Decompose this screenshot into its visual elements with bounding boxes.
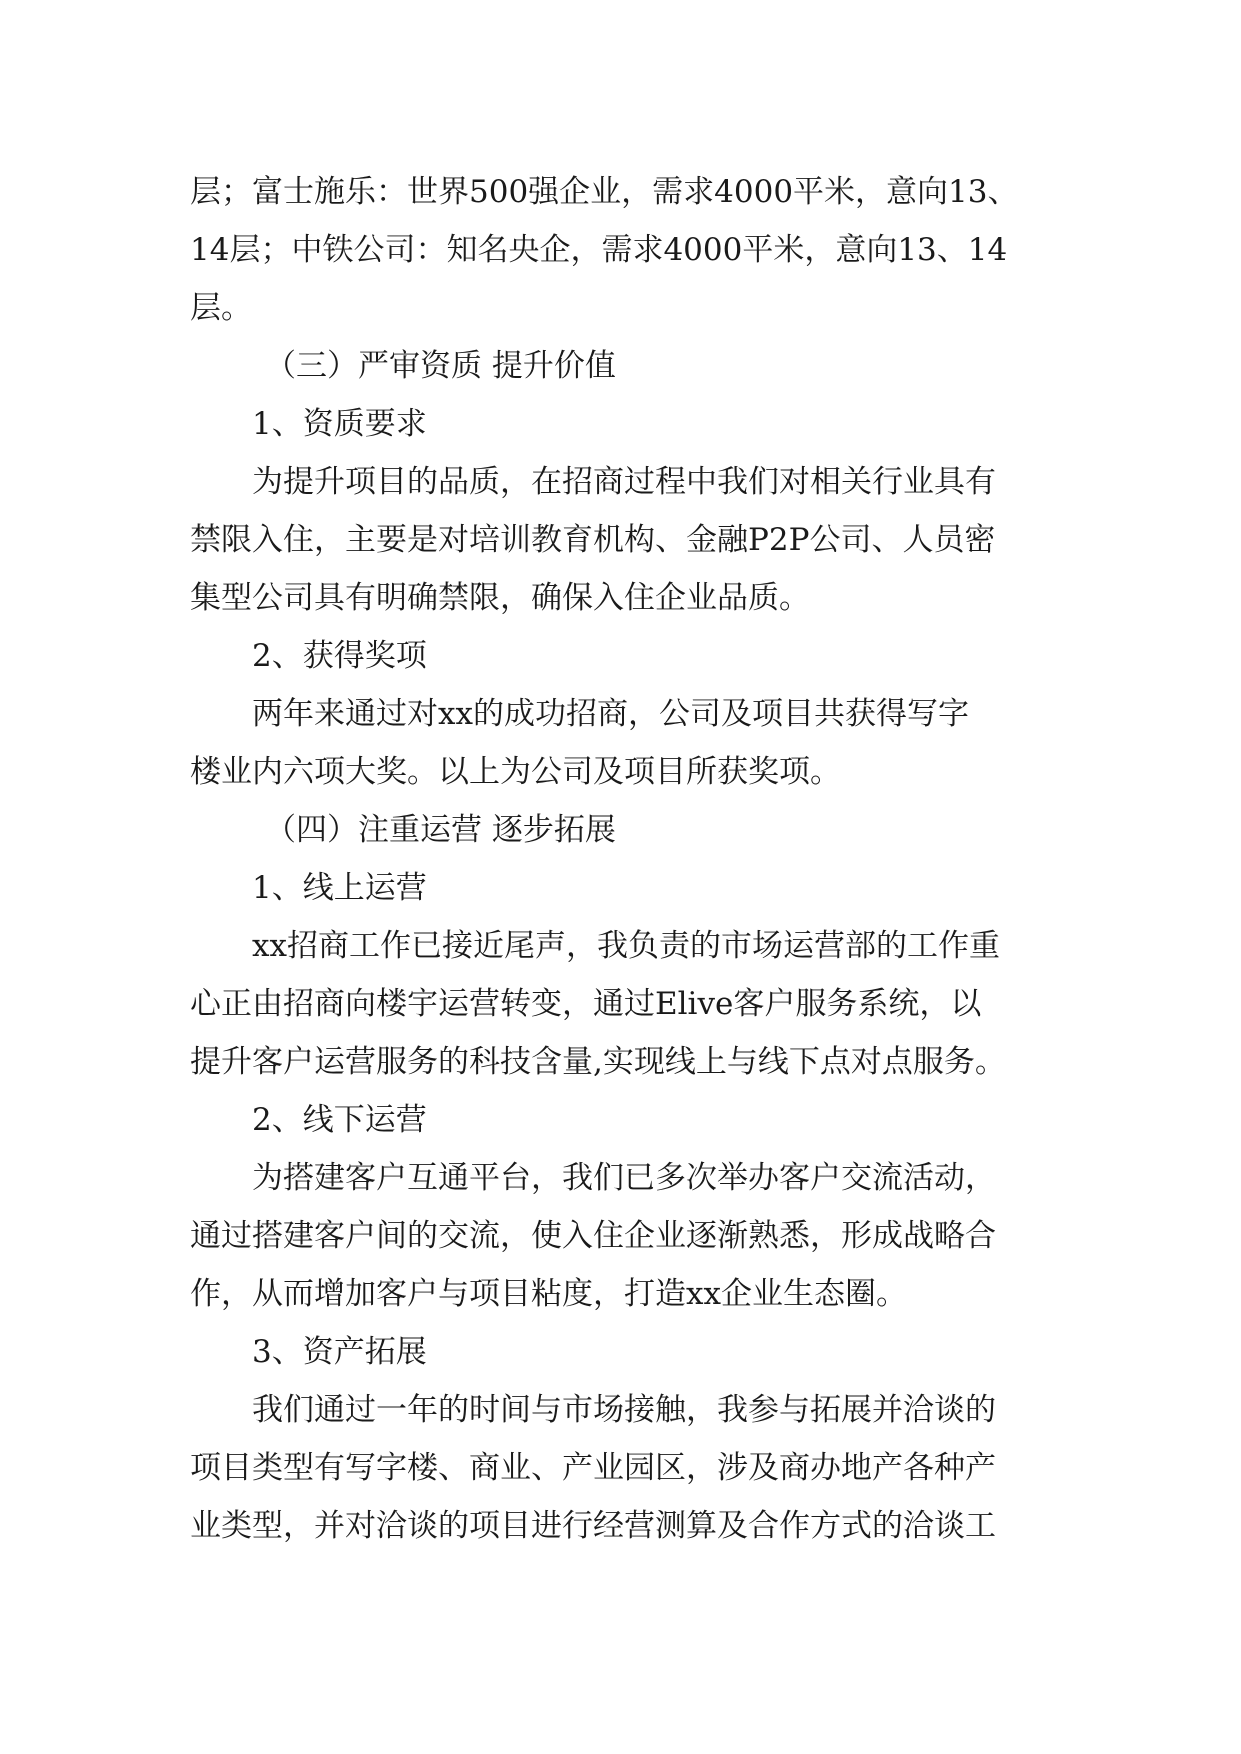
text-line: 业类型，并对洽谈的项目进行经营测算及合作方式的洽谈工 xyxy=(190,1508,996,1544)
text-line: 提升客户运营服务的科技含量,实现线上与线下点对点服务。 xyxy=(190,1044,1006,1080)
text-line: 集型公司具有明确禁限，确保入住企业品质。 xyxy=(190,580,810,616)
text-line: 楼业内六项大奖。以上为公司及项目所获奖项。 xyxy=(190,754,841,790)
text-line: 层。 xyxy=(190,290,252,326)
subsection-heading: 1、资质要求 xyxy=(252,406,427,442)
section-heading: （三）严审资质 提升价值 xyxy=(265,348,616,384)
subsection-heading: 2、线下运营 xyxy=(252,1102,427,1138)
subsection-heading: 3、资产拓展 xyxy=(252,1334,427,1370)
text-line: 为提升项目的品质，在招商过程中我们对相关行业具有 xyxy=(252,464,996,500)
text-line: 作，从而增加客户与项目粘度，打造xx企业生态圈。 xyxy=(190,1276,907,1312)
text-line: 两年来通过对xx的成功招商，公司及项目共获得写字 xyxy=(252,696,969,732)
text-line: 为搭建客户互通平台，我们已多次举办客户交流活动， xyxy=(252,1160,996,1196)
text-line: 我们通过一年的时间与市场接触，我参与拓展并洽谈的 xyxy=(252,1392,996,1428)
text-line: 项目类型有写字楼、商业、产业园区，涉及商办地产各种产 xyxy=(190,1450,996,1486)
section-heading: （四）注重运营 逐步拓展 xyxy=(265,812,616,848)
text-line: 层；富士施乐：世界500强企业，需求4000平米，意向13、 xyxy=(190,174,1019,210)
text-line: 14层；中铁公司：知名央企，需求4000平米，意向13、14 xyxy=(190,232,1008,268)
body-text xyxy=(190,163,1070,1555)
text-line: 心正由招商向楼宇运营转变，通过Elive客户服务系统，以 xyxy=(190,986,982,1022)
subsection-heading: 1、线上运营 xyxy=(252,870,427,906)
subsection-heading: 2、获得奖项 xyxy=(252,638,427,674)
text-line: 通过搭建客户间的交流，使入住企业逐渐熟悉，形成战略合 xyxy=(190,1218,996,1254)
text-line: xx招商工作已接近尾声，我负责的市场运营部的工作重 xyxy=(252,928,1000,964)
text-line: 禁限入住，主要是对培训教育机构、金融P2P公司、人员密 xyxy=(190,522,996,558)
